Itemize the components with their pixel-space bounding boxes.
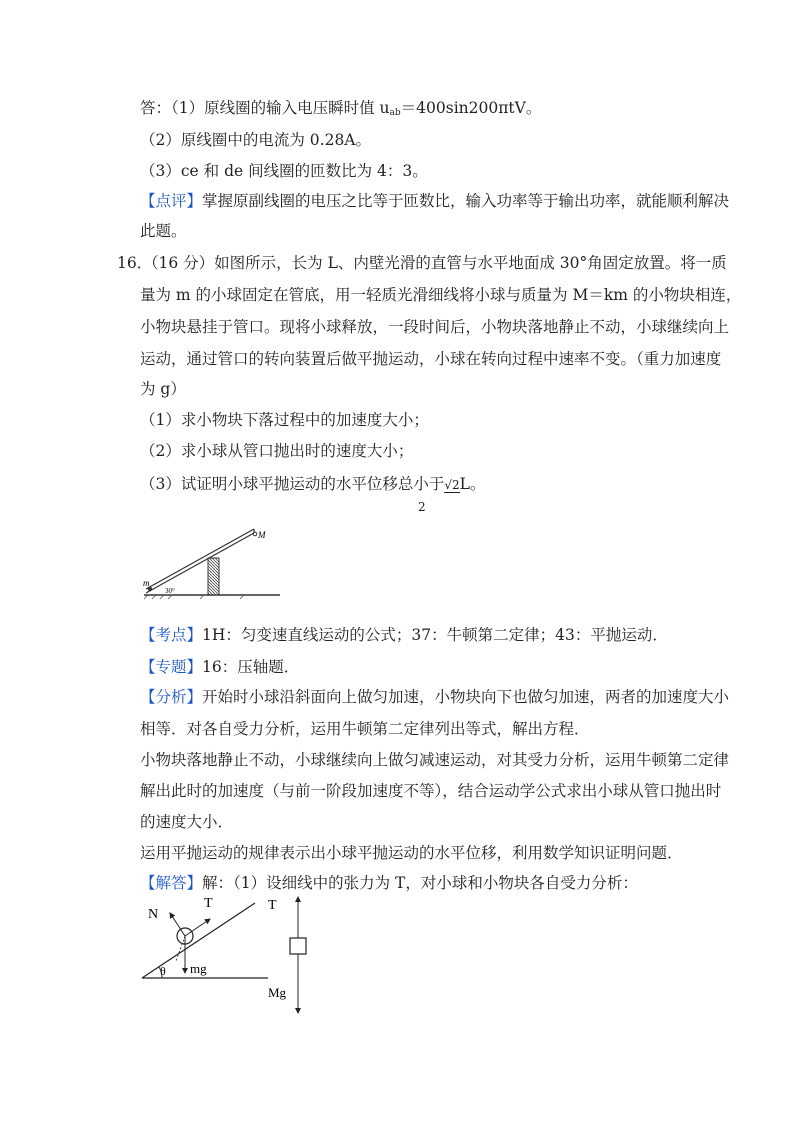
- kaodian-line: 【考点】1H：匀变速直线运动的公式；37：牛顿第二定律；43：平抛运动．: [140, 626, 668, 644]
- question-3: （3）试证明小球平抛运动的水平位移总小于√2L。: [140, 475, 486, 493]
- label-mg: mg: [190, 961, 207, 976]
- block: [290, 938, 306, 954]
- fenxi-line-3: 小物块落地静止不动，小球继续向上做匀减速运动，对其受力分析，运用牛顿第二定律: [140, 751, 730, 769]
- label-T-ball: T: [204, 896, 213, 911]
- review-line-2: 此题。: [140, 222, 187, 240]
- sqrt2-numerator: √2: [444, 478, 460, 492]
- tube-lower-wall: [146, 533, 254, 593]
- answer-line-3: （3）ce 和 de 间线圈的匝数比为 4：3。: [140, 162, 428, 180]
- label-T-block: T: [268, 898, 277, 913]
- problem-line-3: 小物块悬挂于管口。现将小球释放，一段时间后，小物块落地静止不动，小球继续向上: [140, 318, 730, 336]
- review-line: 【点评】掌握原副线圈的电压之比等于匝数比，输入功率等于输出功率，就能顺利解决: [140, 192, 730, 210]
- jieda-tag: 【解答】: [140, 874, 203, 892]
- kaodian-tag: 【考点】: [140, 626, 203, 644]
- problem-number: 16．: [117, 254, 153, 272]
- zhuanti-line: 【专题】16：压轴题．: [140, 658, 300, 676]
- label-Mg: Mg: [268, 985, 287, 1000]
- fenxi-line-2: 相等．对各自受力分析，运用牛顿第二定律列出等式，解出方程．: [140, 720, 590, 738]
- problem-line-5: 为 g）: [140, 380, 186, 398]
- zhuanti-tag: 【专题】: [140, 658, 203, 676]
- force-diagram-figure: [140, 893, 325, 1018]
- jieda-line: 【解答】解：（1）设细线中的张力为 T，对小球和小物块各自受力分析：: [140, 874, 638, 892]
- fenxi-line-5: 的速度大小．: [140, 813, 234, 831]
- label-theta: θ: [160, 964, 166, 978]
- label-M: M: [258, 530, 266, 540]
- tube-upper-wall: [146, 529, 254, 589]
- problem-line-2: 量为 m 的小球固定在管底，用一轻质光滑细线将小球与质量为 M＝km 的小物块相连，: [140, 286, 742, 304]
- fenxi-line-1: 【分析】开始时小球沿斜面向上做匀加速，小物块向下也做匀加速，两者的加速度大小: [140, 688, 730, 706]
- tension-arrow-ball: [185, 919, 210, 936]
- block-M: [253, 532, 257, 536]
- answer-line-2: （2）原线圈中的电流为 0.28A。: [140, 131, 371, 149]
- problem-line-4: 运动，通过管口的转向装置后做平抛运动，小球在转向过程中速率不变。（重力加速度: [140, 350, 722, 368]
- label-30deg: 30°: [165, 587, 175, 595]
- fraction-denominator: 2: [418, 500, 426, 514]
- label-N: N: [148, 907, 159, 922]
- support-post: [208, 558, 219, 595]
- fenxi-tag: 【分析】: [140, 688, 203, 706]
- problem-line-1: （16 分）如图所示，长为 L、内壁光滑的直管与水平地面成 30°角固定放置。将一质: [143, 254, 727, 272]
- question-1: （1）求小物块下落过程中的加速度大小；: [140, 411, 429, 429]
- fenxi-line-4: 解出此时的加速度（与前一阶段加速度不等），结合运动学公式求出小球从管口抛出时: [140, 782, 722, 800]
- answer-line-1: 答：（1）原线圈的输入电压瞬时值 $u_{ab}=400\sin 200\pi tV$。: [140, 99, 542, 118]
- label-m: m: [143, 578, 150, 588]
- incline-tube-figure: [140, 525, 285, 600]
- fenxi-line-6: 运用平抛运动的规律表示出小球平抛运动的水平位移，利用数学知识证明问题．: [140, 844, 683, 862]
- question-2: （2）求小球从管口抛出时的速度大小；: [140, 442, 414, 460]
- review-tag: 【点评】: [140, 192, 203, 210]
